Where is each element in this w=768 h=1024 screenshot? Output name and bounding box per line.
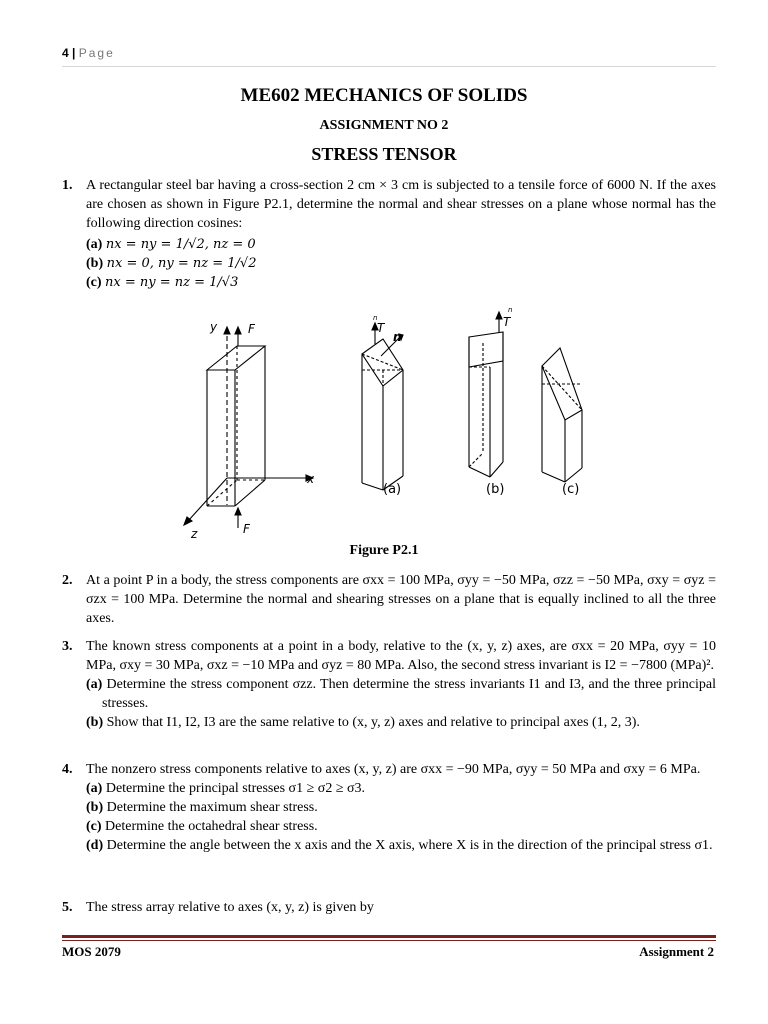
sub-text: nx = 0, ny = nz = 1/√2 [106, 256, 257, 271]
sub-question [86, 235, 716, 254]
footer-rule [62, 935, 716, 938]
normal-direction-label: n [393, 330, 402, 344]
sub-label: (b) [86, 256, 104, 271]
sub-label: (b) [86, 800, 104, 815]
sub-question [86, 779, 716, 798]
page-number: 4 [62, 46, 69, 60]
axis-label-y: y [210, 320, 218, 334]
sub-text: Show that I1, I2, I3 are the same relative to (x, y, z) axes and relative to principal axes (1, 2, 3). [106, 715, 640, 730]
footer-course-code: MOS 2079 [62, 944, 121, 959]
sub-question [86, 817, 716, 836]
sub-question [86, 836, 716, 855]
footer-assignment: Assignment 2 [639, 944, 714, 959]
section-c-drawing [542, 348, 582, 482]
sub-question [86, 254, 716, 273]
assignment-title: ASSIGNMENT NO 2 [319, 118, 449, 133]
question-number: 5. [62, 900, 73, 915]
question-5 [62, 898, 716, 917]
normal-label-b: n [508, 306, 513, 314]
header-rule [62, 66, 716, 67]
figure-caption: Figure P2.1 [349, 543, 419, 558]
axis-label-z: z [191, 527, 198, 540]
subfigure-label-a: (a) [383, 482, 402, 497]
footer-rule-thin [62, 940, 716, 941]
sub-text: nx = ny = 1/√2, nz = 0 [105, 237, 256, 252]
sub-text: Determine the angle between the x axis and the X axis, where X is in the direction of the principal stress σ1. [106, 838, 713, 853]
sub-label: (a) [86, 677, 103, 692]
traction-label-a: T [377, 321, 385, 335]
question-number: 3. [62, 639, 73, 654]
sub-label: (a) [86, 781, 103, 796]
sub-question [86, 798, 716, 817]
question-3 [62, 637, 716, 732]
sub-text: Determine the stress component σzz. Then determine the stress invariants I1 and I3, and the three principal stresses. [102, 677, 717, 711]
question-4 [62, 760, 716, 855]
question-number: 2. [62, 573, 73, 588]
course-title: ME602 MECHANICS OF SOLIDS [240, 85, 528, 106]
force-label-bottom: F [243, 522, 250, 536]
question-1 [62, 176, 716, 292]
section-b-drawing [469, 312, 503, 477]
sub-text: nx = ny = nz = 1/√3 [105, 275, 239, 290]
question-text: The stress array relative to axes (x, y, z) is given by [86, 900, 374, 915]
question-number: 4. [62, 762, 73, 777]
question-number: 1. [62, 178, 73, 193]
topic-title: STRESS TENSOR [311, 144, 457, 164]
normal-label-a: n [373, 314, 378, 322]
page-word: Page [78, 46, 115, 60]
coordinate-axes [184, 327, 313, 528]
sub-text: Determine the principal stresses σ1 ≥ σ2 ≥ σ3. [105, 781, 366, 796]
figure-p2-1 [170, 300, 600, 540]
sub-text: Determine the maximum shear stress. [106, 800, 318, 815]
section-a-drawing [362, 323, 403, 490]
sub-label: (a) [86, 237, 103, 252]
sub-question [86, 273, 716, 292]
steel-bar-drawing [207, 346, 265, 506]
sub-label: (d) [86, 838, 104, 853]
question-text: A rectangular steel bar having a cross-section 2 cm × 3 cm is subjected to a tensile force of 6000 N. If the axes are chosen as shown in Figure P2.1, determine the normal and shear stresses on a plane whose normal has the following direction cosines: [86, 178, 716, 231]
question-text: The nonzero stress components relative to axes (x, y, z) are σxx = −90 MPa, σyy = 50 MPa and σxy = 6 MPa. [86, 762, 701, 777]
question-text: At a point P in a body, the stress components are σxx = 100 MPa, σyy = −50 MPa, σzz = −50 MPa, σxy = σyz = σzx = 100 MPa. Determine the normal and shearing stresses on a plane that is equally inclined to all the three axes. [86, 573, 716, 626]
sub-label: (b) [86, 715, 104, 730]
axis-label-x: x [307, 472, 315, 486]
subfigure-label-c: (c) [562, 482, 580, 497]
sub-text: Determine the octahedral shear stress. [105, 819, 318, 834]
sub-question [86, 713, 716, 732]
sub-question [86, 675, 716, 713]
subfigure-label-b: (b) [486, 482, 505, 497]
force-label-top: F [248, 322, 255, 336]
sub-label: (c) [86, 275, 102, 290]
sub-label: (c) [86, 819, 102, 834]
question-2 [62, 571, 716, 628]
traction-label-b: T [503, 315, 511, 329]
question-text: The known stress components at a point in a body, relative to the (x, y, z) axes, are σxx = 20 MPa, σyy = 10 MPa, σxy = 30 MPa, σxz = −10 MPa and σyz = 80 MPa. Also, the second stress invariant is I2 = −7800 (MPa)². [86, 639, 716, 673]
page-header: 4 | Page [62, 46, 115, 60]
